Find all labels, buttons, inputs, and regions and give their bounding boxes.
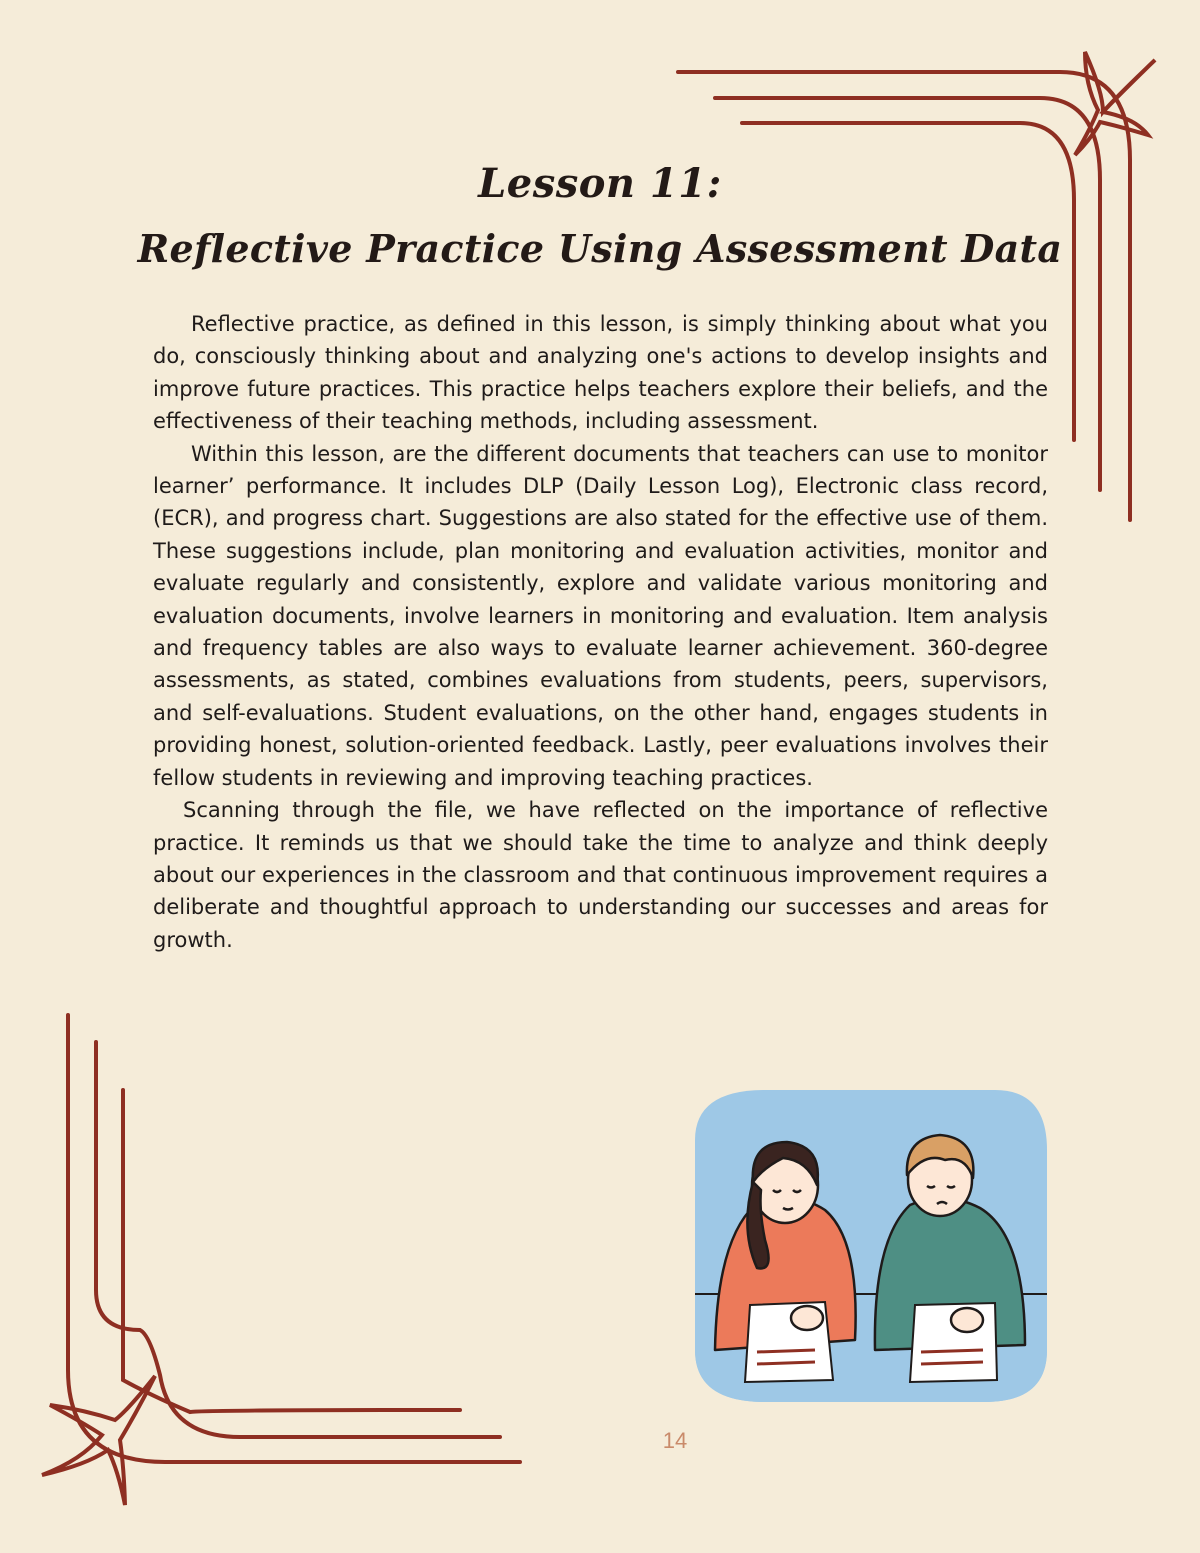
bottom-left-line-inner bbox=[123, 1090, 460, 1412]
lesson-label: Lesson 11: bbox=[478, 160, 722, 207]
paragraph-documents: Within this lesson, are the different documents that teachers can use to monitor learner’ performance. It includes DLP (Daily Lesson Log), Electronic class record, (ECR), and progress chart. Suggestions are also stated for the effective use of them. These suggestions include, plan monitoring and evaluation activities, monitor and evaluate regularly and consistently, explore and validate various monitoring and evaluation documents, involve learners in monitoring and evaluation. Item analysis and frequency tables are also ways to evaluate learner achievement. 360-degree assessments, as stated, combines evaluations from students, peers, supervisors, and self-evaluations. Student evaluations, on the other hand, engages students in providing honest, solution-oriented feedback. Lastly, peer evaluations involves their fellow students in reviewing and improving teaching practices. bbox=[153, 441, 1048, 790]
paragraph-reflective-practice: Reflective practice, as defined in this lesson, is simply thinking about what you do, consciously thinking about and analyzing one's actions to develop insights and improve future practices. This practice helps teachers explore their beliefs, and the effectiveness of their teaching methods, including assessment. bbox=[153, 312, 1048, 434]
bottom-left-line-outer bbox=[68, 1015, 520, 1462]
bottom-left-star-icon bbox=[42, 1376, 155, 1505]
page-number: 14 bbox=[662, 1428, 688, 1453]
paragraph-reflection: Scanning through the file, we have reflected on the importance of reflective practice. It reminds us that we should take the time to analyze and think deeply about our experiences in the classroom and that continuous improvement requires a deliberate and thoughtful approach to understanding our successes and areas for growth. bbox=[153, 798, 1048, 952]
lesson-body bbox=[153, 308, 1048, 956]
top-right-star-icon bbox=[1075, 52, 1155, 155]
bottom-left-line-middle bbox=[96, 1042, 500, 1437]
students-writing-illustration bbox=[695, 1090, 1047, 1402]
lesson-title: Reflective Practice Using Assessment Data bbox=[137, 226, 1063, 271]
